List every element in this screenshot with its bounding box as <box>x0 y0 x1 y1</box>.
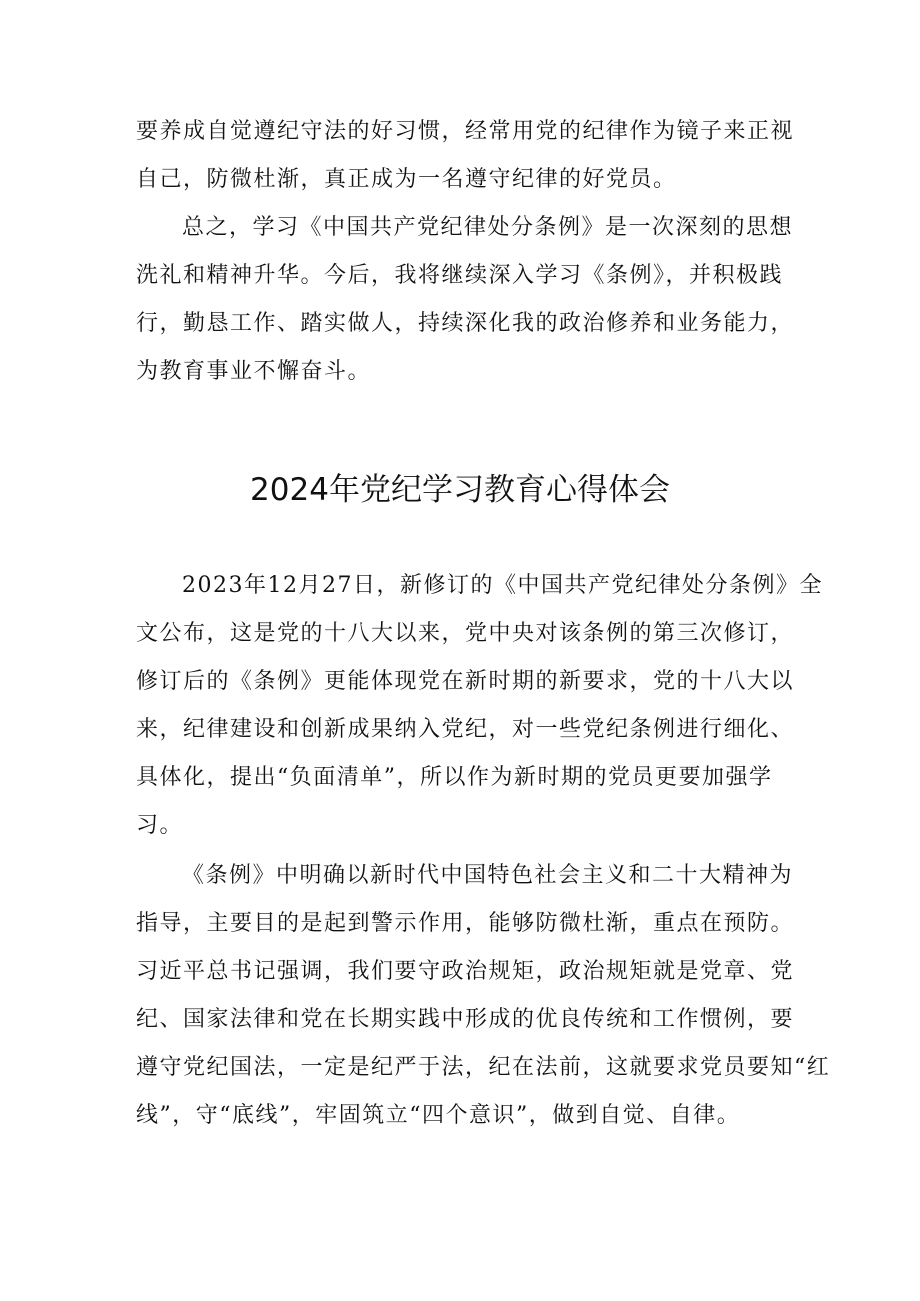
conclusion-paragraph <box>136 204 795 396</box>
article-paragraph-1 <box>136 562 823 850</box>
paragraph-line: 要养成自觉遵纪守法的好习惯，经常用党的纪律作为镜子来正视 <box>136 119 795 144</box>
paragraph-line: 指导，主要目的是起到警示作用，能够防微杜渐，重点在预防。 <box>136 911 795 936</box>
paragraph-line: 为教育事业不懈奋斗。 <box>136 359 372 384</box>
paragraph-line: 具体化，提出“负面清单”，所以作为新时期的党员更要加强学 <box>136 765 773 790</box>
paragraph-line: 洗礼和精神升华。今后，我将继续深入学习《条例》，并积极践 <box>136 263 784 288</box>
paragraph-line: 修订后的《条例》更能体现党在新时期的新要求，党的十八大以 <box>136 669 795 694</box>
paragraph-line: 行，勤恳工作、踏实做人，持续深化我的政治修养和业务能力， <box>136 311 795 336</box>
paragraph-line: 遵守党纪国法，一定是纪严于法，纪在法前，这就要求党员要知“红 <box>136 1055 831 1080</box>
paragraph-line: 《条例》中明确以新时代中国特色社会主义和二十大精神为 <box>182 863 794 888</box>
article-paragraph-2 <box>136 852 831 1140</box>
paragraph-line: 2023年12月27日，新修订的《中国共产党纪律处分条例》全 <box>182 573 823 598</box>
paragraph-line: 纪、国家法律和党在长期实践中形成的优良传统和工作惯例，要 <box>136 1007 795 1032</box>
paragraph-line: 总之，学习《中国共产党纪律处分条例》是一次深刻的思想 <box>182 215 794 240</box>
paragraph-line: 习近平总书记强调，我们要守政治规矩，政治规矩就是党章、党 <box>136 959 795 984</box>
paragraph-line: 自己，防微杜渐，真正成为一名遵守纪律的好党员。 <box>136 167 677 192</box>
article-title: 2024年党纪学习教育心得体会 <box>250 472 670 508</box>
paragraph-line: 习。 <box>136 813 184 838</box>
continuation-paragraph <box>136 108 795 204</box>
paragraph-line: 线”，守“底线”，牢固筑立“四个意识”，做到自觉、自律。 <box>136 1103 741 1128</box>
paragraph-line: 文公布，这是党的十八大以来，党中央对该条例的第三次修订， <box>136 621 795 646</box>
paragraph-line: 来，纪律建设和创新成果纳入党纪，对一些党纪条例进行细化、 <box>136 717 795 742</box>
